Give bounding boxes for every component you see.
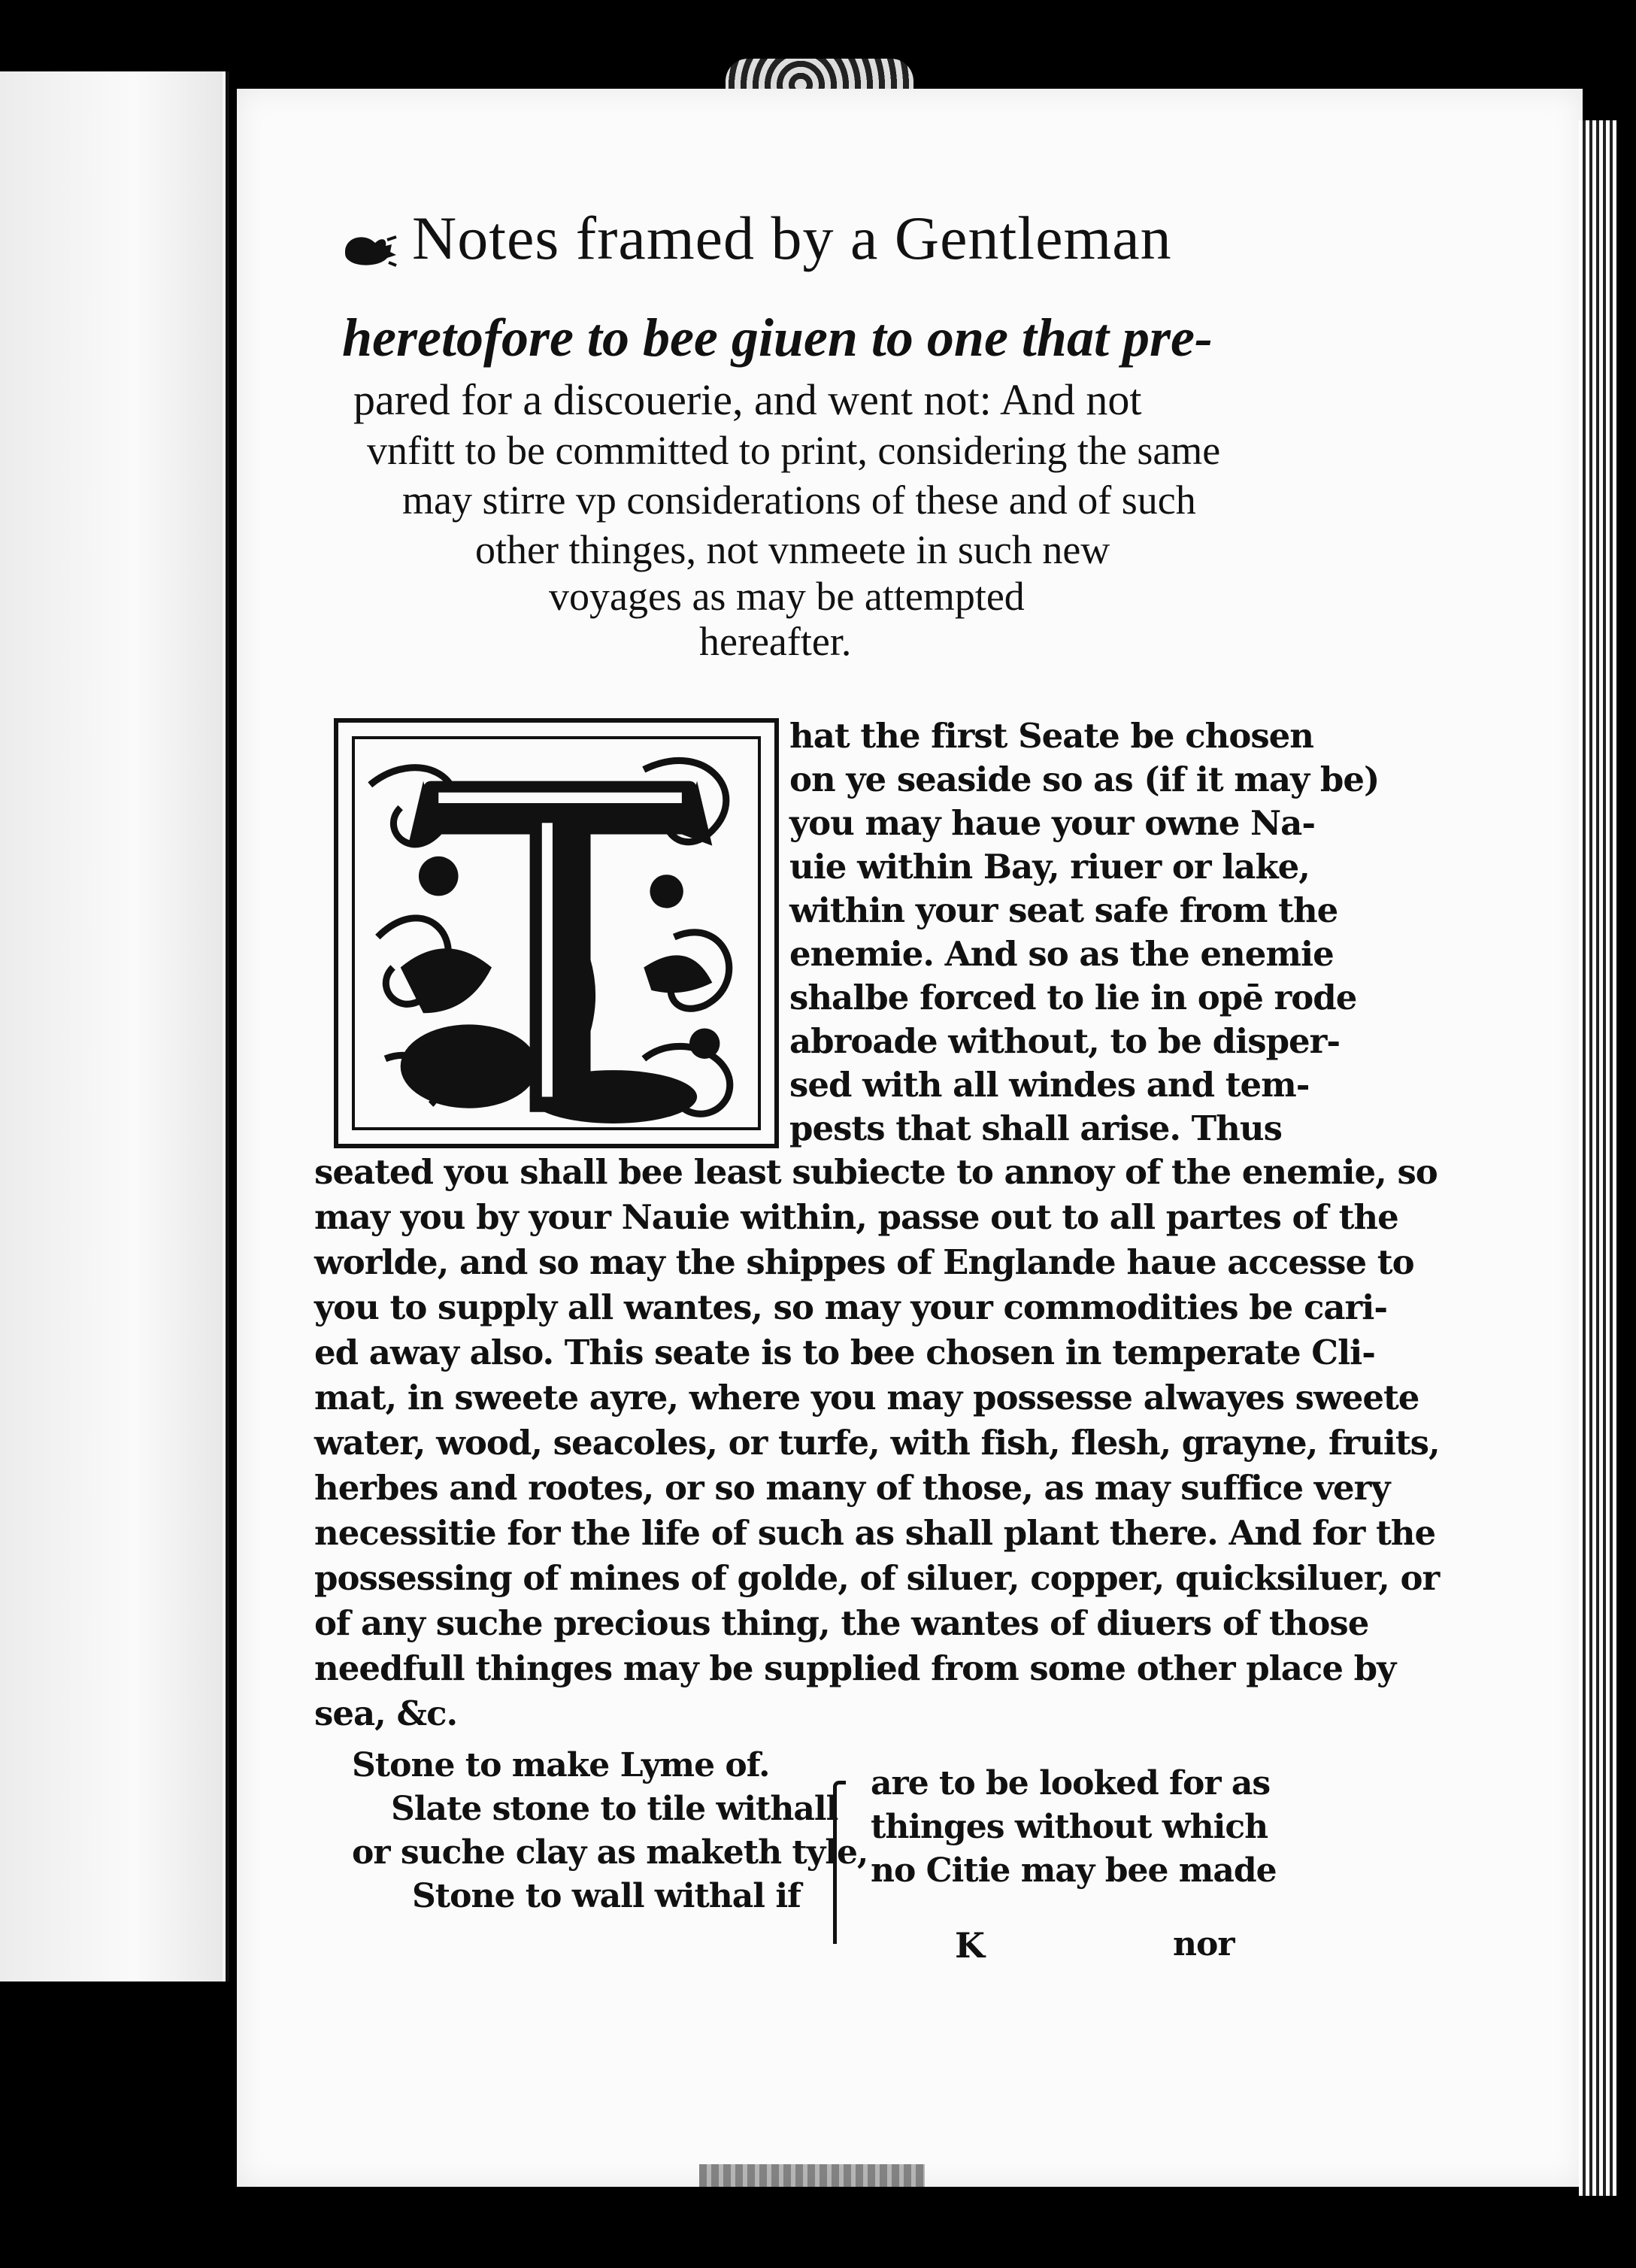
- title-italic-line: heretofore to bee giuen to one that pre-: [342, 308, 1213, 368]
- catchword: nor: [1173, 1925, 1235, 1963]
- body-line: may you by your Nauie within, passe out to all partes of the: [314, 1197, 1398, 1237]
- body-line: hat the first Seate be chosen: [789, 716, 1314, 756]
- body-line: sed with all windes and tem-: [789, 1065, 1310, 1105]
- body-line: ed away also. This seate is to bee chosen in temperate Cli-: [314, 1333, 1375, 1372]
- body-line: possessing of mines of golde, of siluer, copper, quicksiluer, or: [314, 1558, 1440, 1598]
- body-line: seated you shall bee least subiecte to annoy of the enemie, so: [314, 1152, 1438, 1192]
- title-line: may stirre vp considerations of these and of such: [402, 478, 1196, 523]
- body-line: you to supply all wantes, so may your commodities be cari-: [314, 1287, 1387, 1327]
- list-item: thinges without which: [871, 1808, 1268, 1846]
- list-item: are to be looked for as: [871, 1764, 1271, 1803]
- body-line: necessitie for the life of such as shall plant there. And for the: [314, 1513, 1436, 1553]
- list-item: Stone to make Lyme of.: [352, 1746, 770, 1784]
- fleuron-icon: [342, 229, 398, 268]
- body-line: you may haue your owne Na-: [789, 803, 1316, 843]
- body-line: abroade without, to be disper-: [789, 1021, 1341, 1061]
- body-line: water, wood, seacoles, or turfe, with fish, flesh, grayne, fruits,: [314, 1423, 1440, 1463]
- page-stack-edge: [1579, 120, 1616, 2196]
- body-line: enemie. And so as the enemie: [789, 934, 1334, 974]
- body-line: herbes and rootes, or so many of those, as may suffice very: [314, 1468, 1390, 1508]
- floral-ornament-icon: [355, 739, 758, 1127]
- title-main: Notes framed by a Gentleman: [412, 204, 1172, 272]
- body-line: needfull thinges may be supplied from some other place by: [314, 1648, 1396, 1688]
- bracket: [833, 1781, 846, 1944]
- title-line: hereafter.: [699, 619, 852, 664]
- body-line: uie within Bay, riuer or lake,: [789, 847, 1310, 887]
- title-line: vnfitt to be committed to print, considering the same: [367, 428, 1221, 473]
- list-item: Slate stone to tile withall: [391, 1790, 838, 1828]
- body-line: within your seat safe from the: [789, 890, 1338, 930]
- title-line: pared for a discouerie, and went not: And not: [353, 375, 1142, 424]
- decorated-initial-t: [334, 718, 779, 1148]
- body-line: of any suche precious thing, the wantes of diuers of those: [314, 1603, 1369, 1643]
- signature-mark: K: [955, 1925, 984, 1966]
- list-item: or suche clay as maketh tyle,: [352, 1833, 868, 1872]
- body-line: pests that shall arise. Thus: [789, 1108, 1282, 1148]
- body-line: sea, &c.: [314, 1693, 458, 1733]
- title-line: voyages as may be attempted: [549, 574, 1025, 619]
- bottom-ornament: [699, 2164, 925, 2187]
- body-line: shalbe forced to lie in opē rode: [789, 978, 1357, 1017]
- facing-page-left: [0, 71, 229, 1981]
- body-line: mat, in sweete ayre, where you may possesse alwayes sweete: [314, 1378, 1419, 1418]
- body-line: on ye seaside so as (if it may be): [789, 760, 1380, 799]
- body-line: worlde, and so may the shippes of Englande haue accesse to: [314, 1242, 1414, 1282]
- list-item: no Citie may bee made: [871, 1851, 1277, 1890]
- list-item: Stone to wall withal if: [412, 1877, 801, 1915]
- title-line: other thinges, not vnmeete in such new: [475, 527, 1110, 572]
